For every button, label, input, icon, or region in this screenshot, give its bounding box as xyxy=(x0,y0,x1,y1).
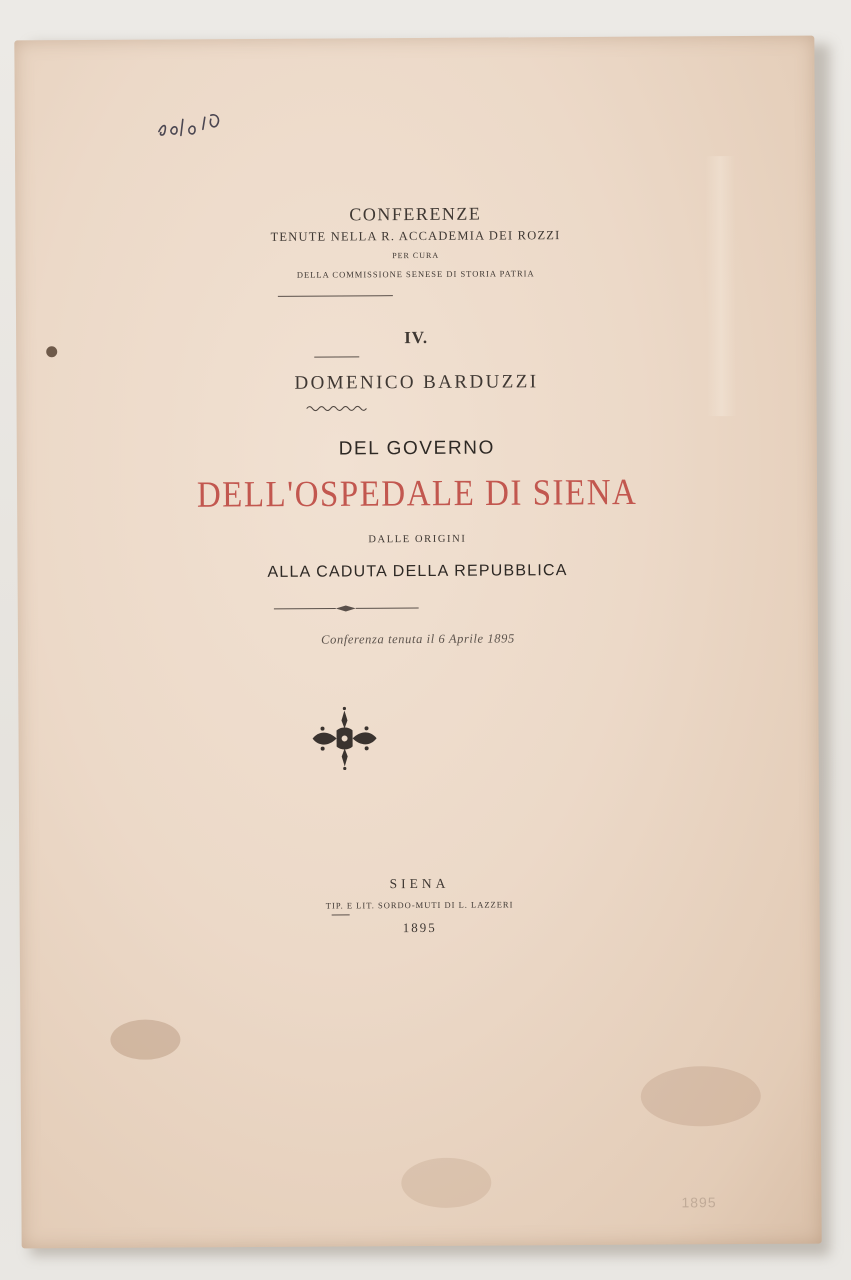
volume-number: IV. xyxy=(404,327,429,348)
ornamental-rule xyxy=(274,604,419,613)
imprint-printer: TIP. E LIT. SORDO-MUTI DI L. LAZZERI xyxy=(325,899,514,911)
imprint-year: 1895 xyxy=(402,919,437,936)
series-subtitle-academy: TENUTE NELLA R. ACCADEMIA DEI ROZZI xyxy=(270,228,561,244)
lecture-date: Conferenza tenuta il 6 Aprile 1895 xyxy=(321,631,515,647)
handwritten-note-text: solo 10 xyxy=(154,103,158,105)
foxing-stain xyxy=(641,1066,761,1127)
handwritten-note xyxy=(155,103,275,144)
author-name: DOMENICO BARDUZZI xyxy=(294,371,539,394)
title-line-4: ALLA CADUTA DELLA REPUBBLICA xyxy=(267,562,568,581)
faded-pencil-note: 1895 xyxy=(681,1194,717,1211)
series-subtitle-per-cura: PER CURA xyxy=(392,250,440,261)
series-title: CONFERENZE xyxy=(349,203,482,225)
divider-rule xyxy=(278,295,393,297)
series-subtitle-commission: DELLA COMMISSIONE SENESE DI STORIA PATRIA xyxy=(296,268,535,280)
foxing-stain xyxy=(401,1158,491,1209)
wavy-divider xyxy=(307,404,367,412)
title-line-1: DEL GOVERNO xyxy=(338,437,496,460)
title-line-3: DALLE ORIGINI xyxy=(368,533,467,546)
book-cover xyxy=(14,36,821,1249)
divider-rule xyxy=(314,356,359,357)
divider-rule xyxy=(332,914,350,915)
floral-ornament-icon xyxy=(308,706,380,770)
foxing-stain xyxy=(110,1019,180,1059)
imprint-place: SIENA xyxy=(389,875,450,892)
title-line-2: DELL'OSPEDALE DI SIENA xyxy=(196,472,638,516)
